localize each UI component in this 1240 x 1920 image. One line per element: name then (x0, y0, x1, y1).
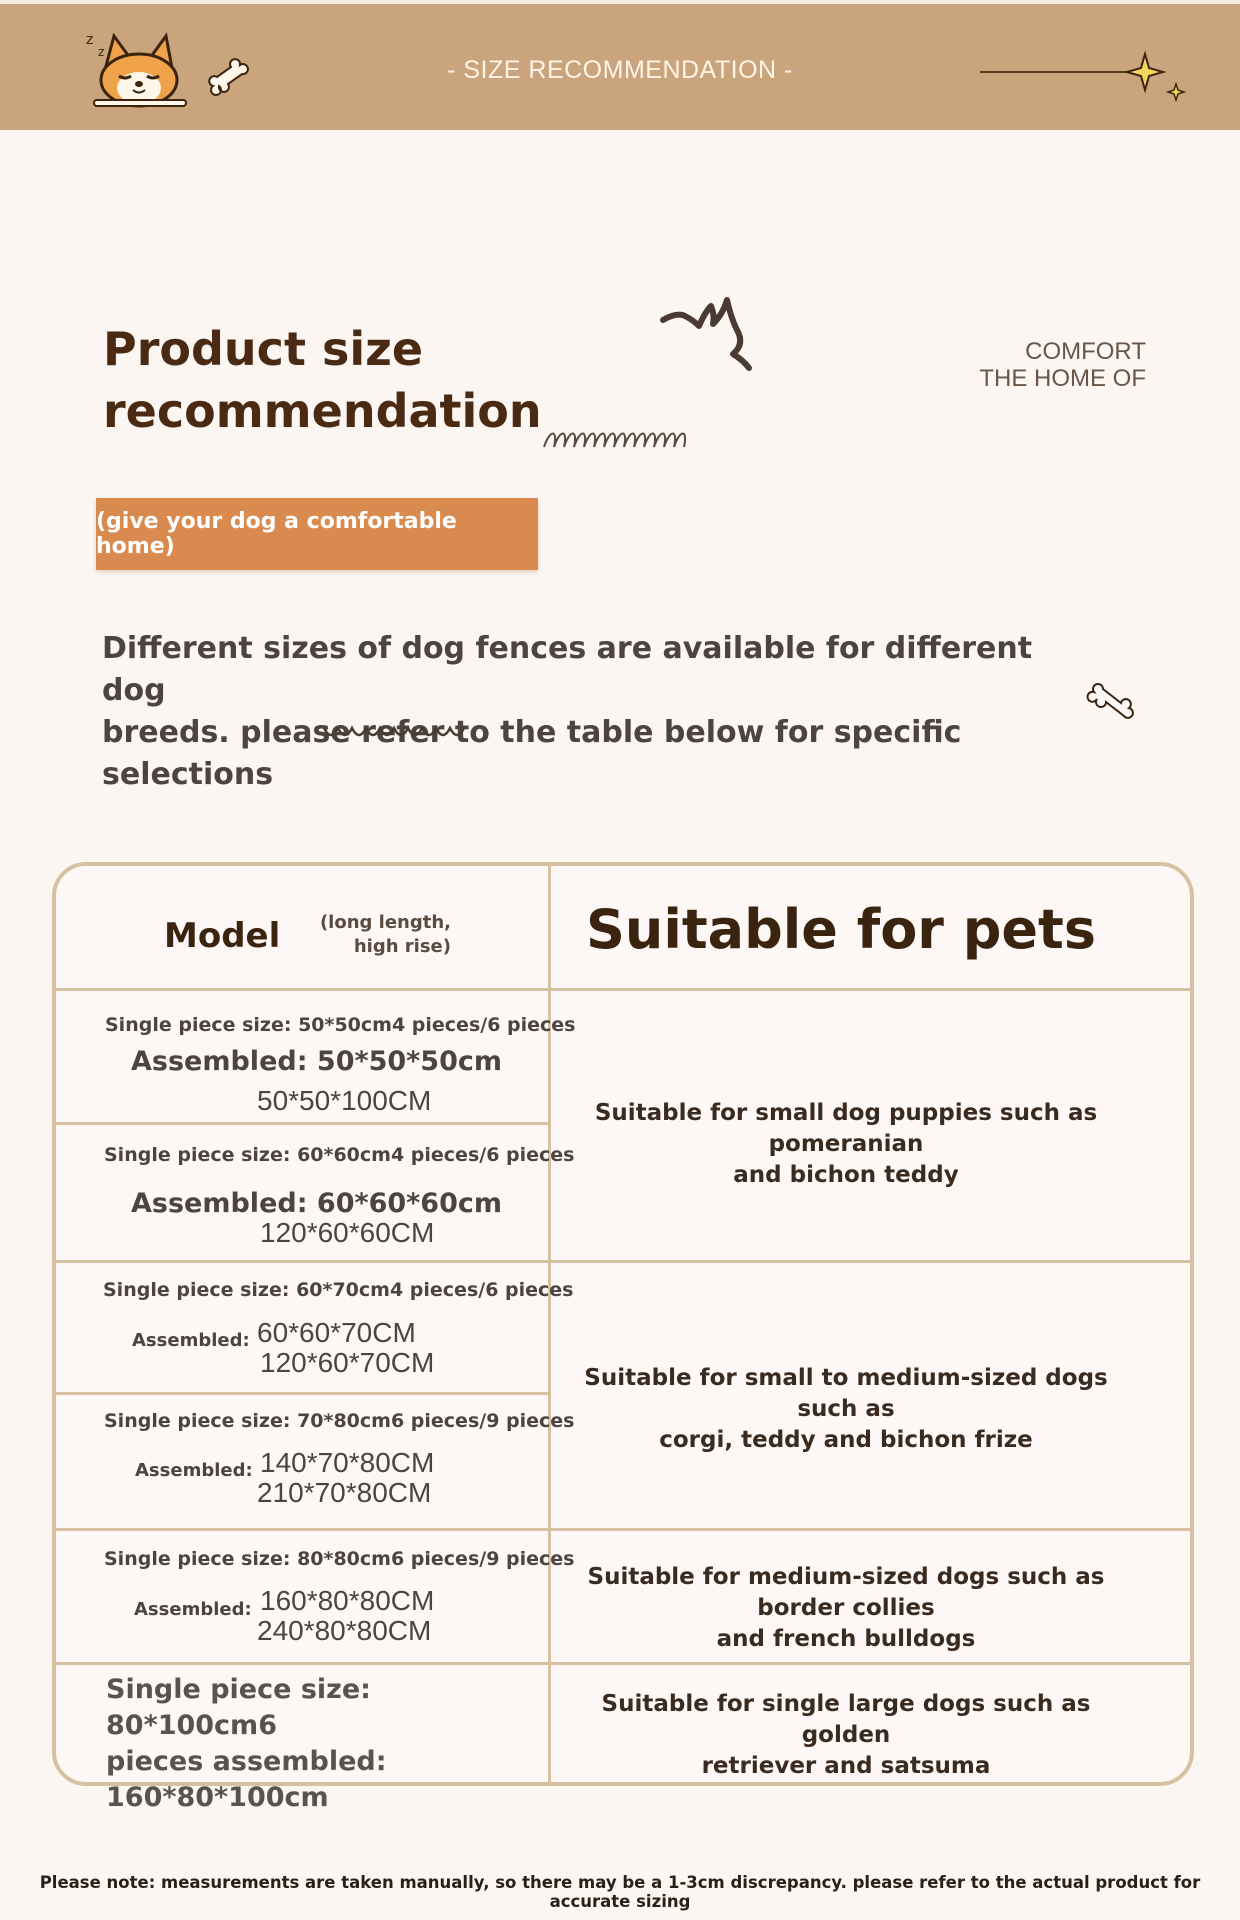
row6-model (106, 1672, 506, 1816)
row5-dimension-2: 240*80*80CM (257, 1615, 432, 1646)
row-divider (56, 1122, 548, 1125)
pets-large-line2: retriever and satsuma (701, 1753, 991, 1779)
row5-assembled-label: Assembled: (134, 1599, 252, 1620)
intro-line1: Different sizes of dog fences are available for different dog (102, 631, 1033, 708)
row1-single-size: Single piece size: 50*50cm4 pieces/6 pieces (105, 1014, 576, 1036)
row1-dimension: 50*50*100CM (257, 1085, 432, 1116)
row3-dimension-1: 60*60*70CM (257, 1317, 416, 1348)
row6-line3: 160*80*100cm (106, 1782, 329, 1813)
row-divider (56, 988, 1190, 991)
row4-single-size: Single piece size: 70*80cm6 pieces/9 pieces (104, 1410, 575, 1432)
row-divider (56, 1528, 1190, 1531)
page-title-line1: Product size (103, 322, 424, 376)
pets-small-medium-dogs (556, 1363, 1136, 1456)
pets-large-line1: Suitable for single large dogs such as golden (601, 1691, 1091, 1748)
pets-small-medium-line1: Suitable for small to medium-sized dogs such as (584, 1365, 1108, 1422)
row-divider (56, 1662, 1190, 1665)
measurement-note: Please note: measurements are taken manually, so there may be a 1-3cm discrepancy. please refer to the actual product for accurate sizing (39, 1873, 1201, 1911)
comfort-badge (920, 338, 1146, 392)
pets-small-line1: Suitable for small dog puppies such as pomeranian (594, 1100, 1098, 1157)
pets-medium-line2: and french bulldogs (716, 1626, 976, 1652)
model-column-subheader (301, 911, 451, 959)
row-divider (56, 1260, 1190, 1263)
pets-small-medium-line2: corgi, teddy and bichon frize (659, 1427, 1033, 1453)
row4-dimension-2: 210*70*80CM (257, 1477, 432, 1508)
pets-small-line2: and bichon teddy (733, 1162, 959, 1188)
bone-icon (1088, 682, 1138, 722)
pets-medium-line1: Suitable for medium-sized dogs such as border collies (587, 1564, 1105, 1621)
column-divider (548, 866, 551, 1786)
row1-assembled: Assembled: 50*50*50cm (131, 1046, 502, 1077)
banner-title: - SIZE RECOMMENDATION - (447, 56, 793, 84)
pets-column-header: Suitable for pets (586, 898, 1096, 961)
svg-text:z: z (98, 45, 105, 59)
model-sub-line2: high rise) (353, 936, 451, 957)
row6-line1: Single piece size: 80*100cm6 (106, 1674, 371, 1741)
row6-line2: pieces assembled: (106, 1746, 387, 1777)
tagline-pill: (give your dog a comfortable home) (96, 498, 538, 570)
pets-large-dogs (556, 1689, 1136, 1782)
pets-medium-dogs (556, 1562, 1136, 1655)
intro-line2: breeds. please refer to the table below for specific selections (102, 715, 962, 792)
row-divider (56, 1392, 548, 1395)
row3-dimension-2: 120*60*70CM (260, 1347, 435, 1378)
comfort-line1: COMFORT (1025, 338, 1146, 365)
scribble-decoration-icon (660, 294, 780, 394)
row4-dimension-1: 140*70*80CM (260, 1447, 435, 1478)
row3-single-size: Single piece size: 60*70cm4 pieces/6 pieces (103, 1279, 574, 1301)
row5-single-size: Single piece size: 80*80cm6 pieces/9 pieces (104, 1548, 575, 1570)
model-sub-line1: (long length, (319, 912, 451, 933)
loops-decoration-icon (540, 425, 690, 455)
row2-dimension: 120*60*60CM (260, 1217, 435, 1248)
row2-single-size: Single piece size: 60*60cm4 pieces/6 pieces (104, 1144, 575, 1166)
model-column-header: Model (164, 916, 281, 956)
pets-small-dogs (556, 1098, 1136, 1191)
top-banner (0, 0, 1240, 130)
row4-assembled-label: Assembled: (135, 1460, 253, 1481)
row2-assembled: Assembled: 60*60*60cm (131, 1188, 502, 1219)
sparkle-icon (980, 50, 1190, 110)
intro-text (102, 628, 1082, 796)
page-title-line2: recommendation (103, 384, 542, 438)
comfort-line2: THE HOME OF (979, 365, 1146, 392)
row5-dimension-1: 160*80*80CM (260, 1585, 435, 1616)
page-title (103, 318, 623, 442)
size-table (52, 862, 1194, 1813)
row3-assembled-label: Assembled: (132, 1330, 250, 1351)
svg-text:z: z (86, 32, 94, 48)
squiggle-decoration-icon (322, 722, 468, 740)
